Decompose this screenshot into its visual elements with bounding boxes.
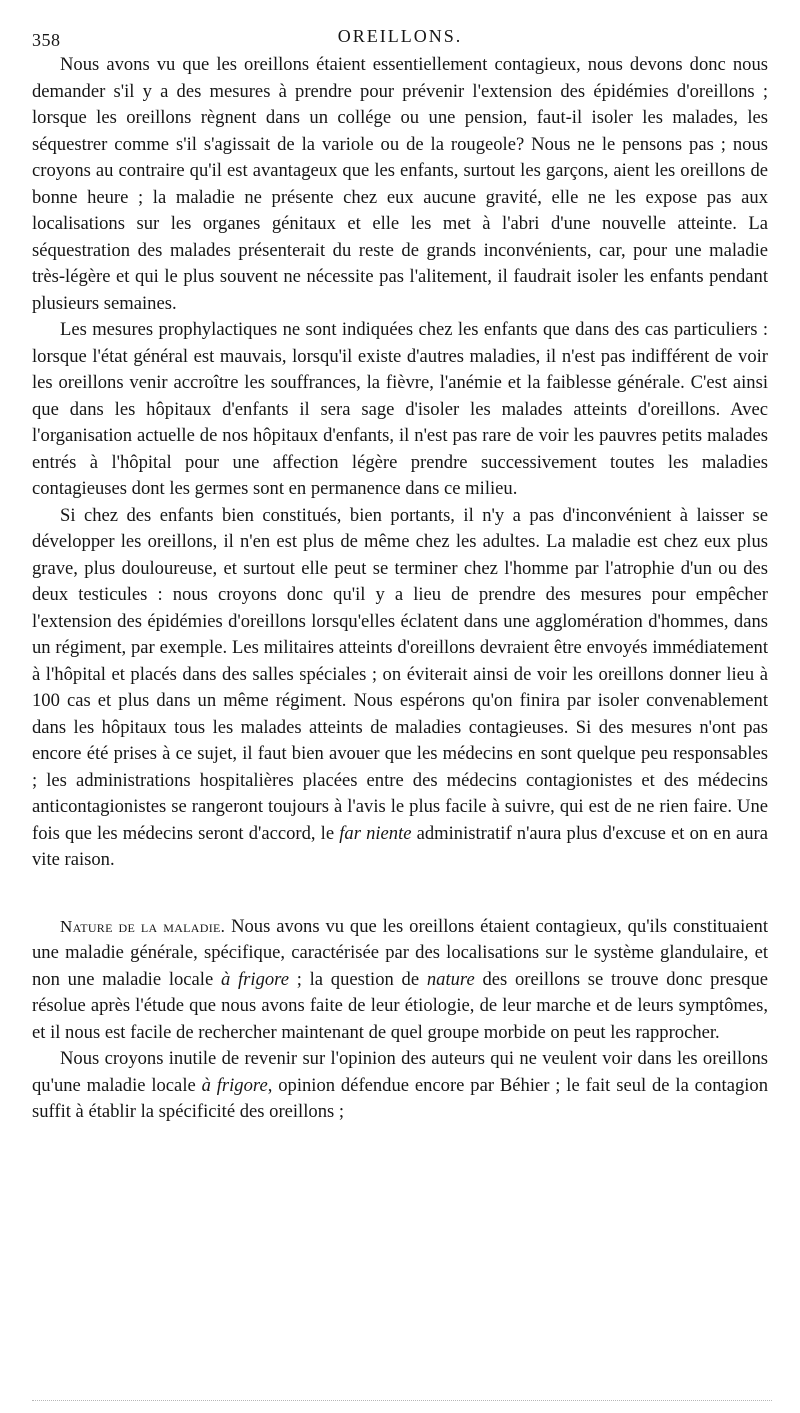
- italic-nature: nature: [426, 968, 475, 990]
- paragraph-3: [32, 503, 768, 874]
- section-gap: [32, 874, 768, 914]
- italic-a-frigore-1: à frigore: [220, 968, 289, 990]
- page-number: 358: [32, 30, 61, 50]
- paragraph-3-end: administratif n'aura plus d'excuse et on en aura vite raison.: [32, 822, 768, 870]
- paragraph-5: [32, 1046, 768, 1126]
- italic-far-niente: far niente: [339, 822, 412, 844]
- paragraph-5-part-a: Nous croyons inutile de revenir sur l'opinion des auteurs qui ne veulent voir dans les oreillons qu'une maladie locale: [32, 1048, 768, 1096]
- paragraph-2: Les mesures prophylactiques ne sont indiquées chez les enfants que dans des cas particuliers : lorsque l'état général est mauvais, lorsqu'il existe d'autres maladies, il n'est pas indifférent de voir les oreillons venir accroître les souffrances, la fièvre, l'anémie et la faiblesse générale. C'est ainsi que dans les hôpitaux d'enfants il sera sage d'isoler les malades atteints d'oreillons. Avec l'organisation actuelle de nos hôpitaux d'enfants, il n'est pas rare de voir les pauvres petits malades entrés à l'hôpital pour une affection légère prendre successivement toutes les maladies contagieuses dont les germes sont en permanence dans ce milieu.: [32, 319, 768, 499]
- paragraph-4-part-b: ; la question de: [288, 968, 427, 990]
- paragraph-5-part-b: , opinion défendue encore par Béhier ; le fait seul de la contagion suffit à établir la spécificité des oreillons ;: [32, 1074, 769, 1122]
- running-title: OREILLONS.: [337, 26, 463, 46]
- italic-a-frigore-2: à frigore: [201, 1074, 268, 1096]
- paragraph-1: Nous avons vu que les oreillons étaient essentiellement contagieux, nous devons donc nous demander s'il y a des mesures à prendre pour prévenir l'extension des épidémies d'oreillons ; lorsque les oreillons règnent dans un collége ou une pension, faut-il isoler les malades, les séquestrer comme s'il s'agissait de la variole ou de la rougeole? Nous ne le pensons pas ; nous croyons au contraire qu'il est avantageux que les enfants, surtout les garçons, aient les oreillons de bonne heure ; la maladie ne présente chez eux aucune gravité, elle ne les expose pas aux localisations sur les organes génitaux et elle les met à l'abri d'une nouvelle atteinte. La séquestration des malades présenterait du reste de grands inconvénients, car, pour une maladie très-légère et qui le plus souvent ne nécessite pas l'alitement, il faudrait isoler les enfants pendant plusieurs semaines.: [32, 54, 768, 314]
- page: [32, 26, 768, 1126]
- running-head: [32, 26, 768, 52]
- paragraph-4-part-a: Nous avons vu que les oreillons étaient contagieux, qu'ils constituaient une maladie générale, spécifique, caractérisée par des localisations sur le système glandulaire, et non une maladie locale: [32, 915, 768, 990]
- paragraph-3-text: Si chez des enfants bien constitués, bien portants, il n'y a pas d'inconvénient à laisser se développer les oreillons, il n'en est plus de même chez les adultes. La maladie est chez eux plus grave, plus douloureuse, et surtout elle peut se terminer chez l'homme par l'atrophie d'un ou des deux testicules : nous croyons donc qu'il y a lieu de prendre des mesures pour empêcher l'extension des épidémies d'oreillons lorsqu'elles éclatent dans une agglomération d'hommes, dans un régiment, par exemple. Les militaires atteints d'oreillons devraient être envoyés immédiatement à l'hôpital et placés dans des salles spéciales ; on éviterait ainsi de voir les oreillons donner lieu à 100 cas et plus dans un même régiment. Nous espérons qu'on finira par isoler convenablement dans les hôpitaux tous les malades atteints de maladies contagieuses. Si des mesures n'ont pas encore été prises à ce sujet, il faut bien avouer que les médecins en sont quelque peu responsables ; les administrations hospitalières placées entre des médecins contagionistes et des médecins anticontagionistes se rangeront toujours à l'avis le plus facile à suivre, qui est de ne rien faire. Une fois que les médecins seront d'accord, le: [32, 504, 768, 844]
- section-heading: Nature de la maladie.: [60, 916, 226, 936]
- paragraph-4: [32, 914, 768, 1047]
- paragraph-4-part-c: des oreillons se trouve donc presque résolue après l'étude que nous avons faite de leur étiologie, de leur marche et de leurs symptômes, et il nous est facile de rechercher maintenant de quel groupe morbide on peut les rapprocher.: [32, 968, 769, 1043]
- cut-off-line: [32, 1398, 772, 1401]
